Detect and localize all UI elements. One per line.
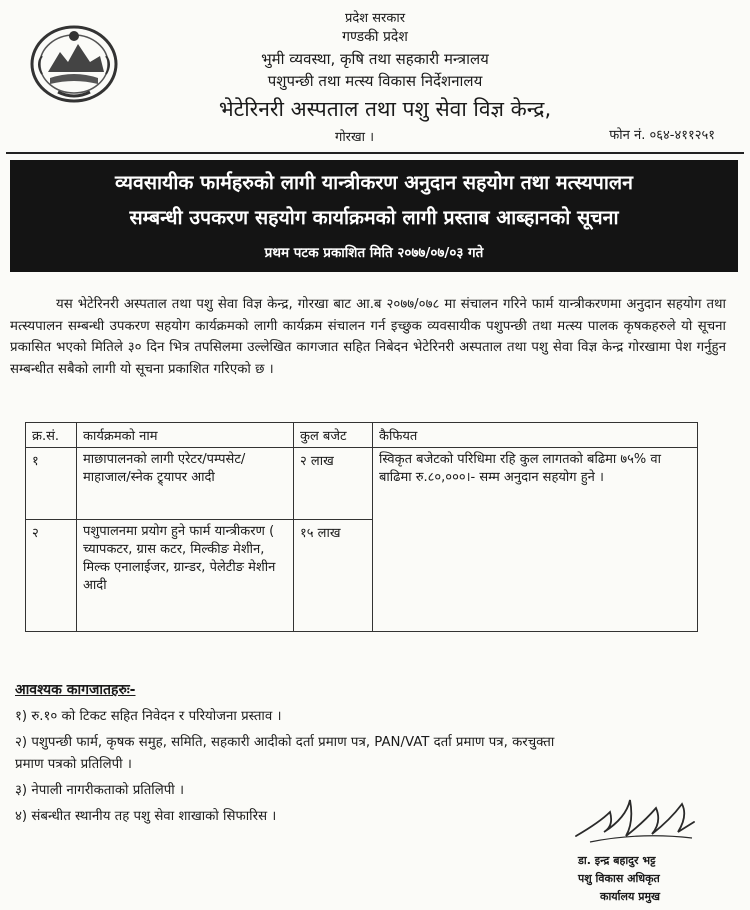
handwritten-signature: [570, 792, 700, 850]
header-total-budget: कुल बजेट: [294, 423, 373, 448]
header-phone: फोन नं. ०६४-४११२५१: [609, 128, 715, 143]
row-program-name: पशुपालनमा प्रयोग हुने फार्म यान्त्रीकरण ( च्यापकटर, ग्रास कटर, मिल्कीङ मेशीन, मिल्क एनालाईजर, ग्रान्डर, पेलेटीङ मेशीन आदी: [77, 520, 294, 632]
document-item: ३) नेपाली नागरीकताको प्रतिलिपी ।: [15, 783, 185, 798]
signatory-name: डा. इन्द्र बहादुर भट्ट: [578, 854, 656, 867]
publication-date: प्रथम पटक प्रकाशित मिति २०७७/०७/०३ गते: [264, 245, 484, 261]
header-province-government: प्रदेश सरकार: [344, 11, 406, 26]
document-item: २) पशुपन्छी फार्म, कृषक समुह, समिति, सहकारी आदीको दर्ता प्रमाण पत्र, PAN/VAT दर्ता प्रमाण पत्र, करचुक्ता: [15, 735, 555, 750]
header-ministry: भुमी व्यवस्था, कृषि तथा सहकारी मन्त्रालय: [261, 50, 489, 68]
signatory-role: कार्यालय प्रमुख: [600, 890, 661, 903]
header-office-name: भेटेरिनरी अस्पताल तथा पशु सेवा विज्ञ केन्द्र,: [218, 97, 552, 121]
document-item: ४) संबन्धीत स्थानीय तह पशु सेवा शाखाको सिफारिस ।: [15, 809, 277, 824]
header-province-name: गण्डकी प्रदेश: [342, 29, 408, 45]
row-serial: १: [26, 448, 77, 520]
header-directorate: पशुपन्छी तथा मत्स्य विकास निर्देशनालय: [267, 72, 483, 90]
row-program-name: माछापालनको लागी एरेटर/पम्पसेट/माहाजाल/स्नेक ट्र्यापर आदी: [77, 448, 294, 520]
header-program-name: कार्यक्रमको नाम: [77, 423, 294, 448]
document-item-continued: प्रमाण पत्रको प्रतिलिपी ।: [15, 757, 132, 772]
row-budget: २ लाख: [294, 448, 373, 520]
required-documents-title: आवश्यक कागजातहरुः-: [15, 682, 136, 698]
header-remarks: कैफियत: [373, 423, 698, 448]
row-serial: २: [26, 520, 77, 632]
header-divider: [6, 152, 744, 154]
document-item: १) रु.१० को टिकट सहित निवेदन र परियोजना प्रस्ताव ।: [15, 709, 282, 724]
notice-title-banner: [10, 160, 738, 272]
table-header-row: [26, 423, 698, 448]
notice-body-text: यस भेटेरिनरी अस्पताल तथा पशु सेवा विज्ञ केन्द्र, गोरखा बाट आ.ब २०७७/०७८ मा संचालन गरिने फार्म यान्त्रीकरणमा अनुदान सहयोग तथा मत्स्यपालन सम्बन्धी उपकरण सहयोग कार्यक्रमको लागी कार्यक्रम संचालन गर्न इच्छुक व्यवसायीक पशुपन्छी तथा मत्स्य पालक कृषकहरुले यो सूचना प्रकासित भएको मितिले ३० दिन भित्र तपसिलमा उल्लेखित कागजात सहित निबेदन भेटेरिनरी अस्पताल तथा पशु सेवा विज्ञ केन्द्र गोरखामा पेश गर्नुहुन सम्बन्धीत सबैको लागी यो सूचना प्रकाशित गरिएको छ ।: [10, 297, 726, 377]
program-table: [25, 422, 698, 632]
row-budget: १५ लाख: [294, 520, 373, 632]
notice-body: [10, 294, 726, 380]
table-row: [26, 448, 698, 520]
notice-title-line1: व्यवसायीक फार्महरुको लागी यान्त्रीकरण अनुदान सहयोग तथा मत्स्यपालन: [115, 171, 633, 194]
signatory-title: पशु विकास अधिकृत: [578, 872, 660, 885]
notice-title-line2: सम्बन्धी उपकरण सहयोग कार्याक्रमको लागी प्रस्ताब आब्हानको सूचना: [129, 206, 619, 229]
row-remarks: स्विकृत बजेटको परिधिमा रहि कुल लागतको बढिमा ७५% वा बाढिमा रु.८०,०००।- सम्म अनुदान सहयोग हुने ।: [373, 448, 698, 632]
header-location: गोरखा ।: [335, 130, 375, 145]
header-serial: क्र.सं.: [26, 423, 77, 448]
